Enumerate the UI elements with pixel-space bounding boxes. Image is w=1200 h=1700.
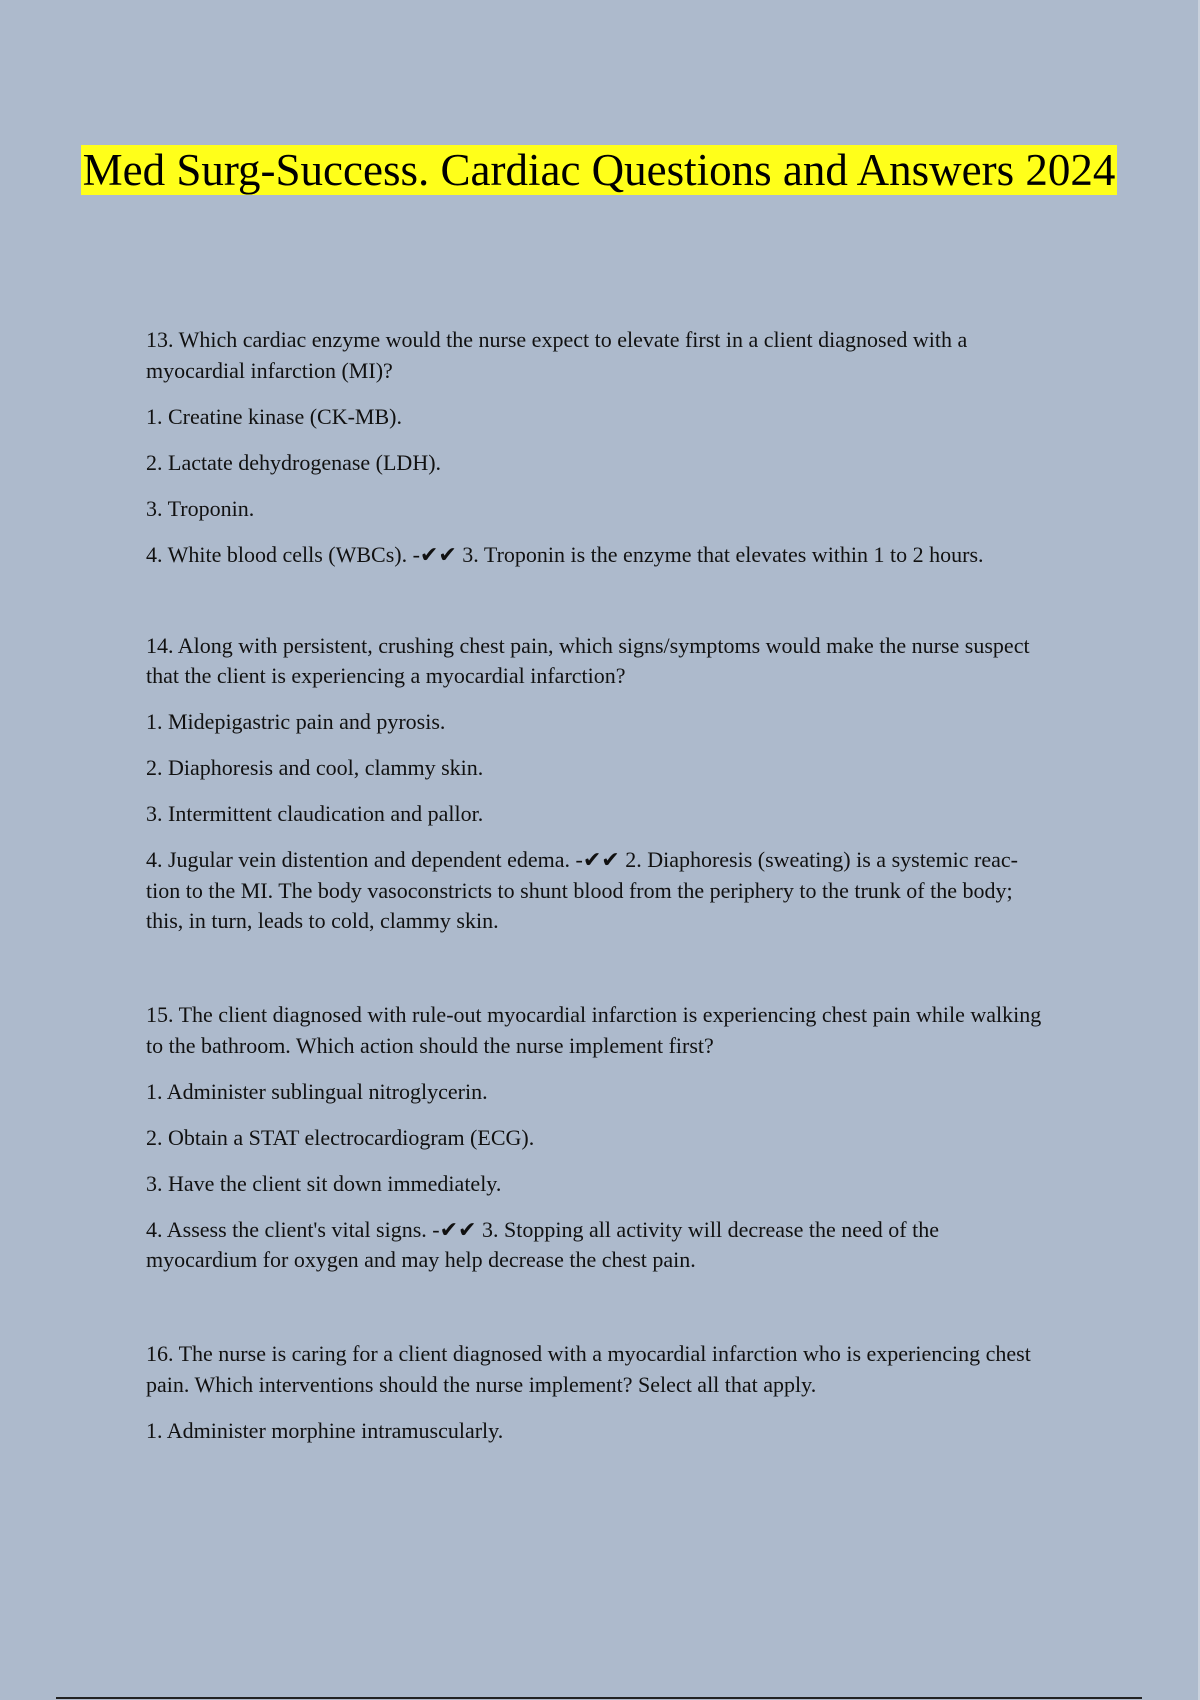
answer-option: 3. Troponin.	[146, 495, 255, 521]
question-separator	[146, 952, 1051, 1000]
title-highlight: Med Surg-Success. Cardiac Questions and Answers 2024	[82, 145, 1116, 195]
question-block	[146, 1339, 1051, 1446]
answer-option: 1. Administer sublingual nitroglycerin.	[146, 1078, 488, 1104]
answer-option-with-rationale: 4. Assess the client's vital signs. -✔✔ 3. Stopping all activity will decrease the need of the myocardium for oxygen and may help decrease the chest pain.	[146, 1216, 939, 1272]
question-block	[146, 631, 1051, 937]
answer-option: 2. Obtain a STAT electrocardiogram (ECG).	[146, 1124, 535, 1150]
question-separator	[146, 586, 1051, 631]
answer-option: 2. Lactate dehydrogenase (LDH).	[146, 449, 442, 475]
answer-option: 3. Intermittent claudication and pallor.	[146, 801, 484, 826]
document-title	[0, 142, 1198, 199]
answer-option-with-rationale: 4. Jugular vein distention and dependent edema. -✔✔ 2. Diaphoresis (sweating) is a systemic reac- tion to the MI. The body vasoconstricts to shunt blood from the periphery to the trunk of the body; this, in turn, leads to cold, clammy skin.	[146, 847, 1019, 933]
answer-option: 1. Midepigastric pain and pyrosis.	[146, 709, 446, 734]
answer-option: 1. Creatine kinase (CK-MB).	[146, 403, 402, 429]
answer-option: 2. Diaphoresis and cool, clammy skin.	[146, 755, 484, 780]
answer-option: 1. Administer morphine intramuscularly.	[146, 1417, 504, 1443]
page-bottom-rule	[56, 1697, 1142, 1699]
document-body	[146, 325, 1051, 1462]
question-block	[146, 1000, 1051, 1276]
answer-option: 3. Have the client sit down immediately.	[146, 1170, 502, 1196]
answer-option-with-rationale: 4. White blood cells (WBCs). -✔✔ 3. Troponin is the enzyme that elevates within 1 to 2 hours.	[146, 541, 984, 567]
question-separator	[146, 1291, 1051, 1339]
question-prompt: 16. The nurse is caring for a client diagnosed with a myocardial infarction who is experiencing chest pain. Which interventions should the nurse implement? Select all that apply.	[146, 1341, 1031, 1397]
question-prompt: 15. The client diagnosed with rule-out myocardial infarction is experiencing chest pain while walking to the bathroom. Which action should the nurse implement first?	[146, 1002, 1042, 1058]
question-prompt: 13. Which cardiac enzyme would the nurse expect to elevate first in a client diagnosed with a myocardial infarction (MI)?	[146, 327, 968, 383]
question-prompt: 14. Along with persistent, crushing chest pain, which signs/symptoms would make the nurse suspect that the client is experiencing a myocardial infarction?	[146, 632, 1030, 688]
question-block	[146, 325, 1051, 570]
